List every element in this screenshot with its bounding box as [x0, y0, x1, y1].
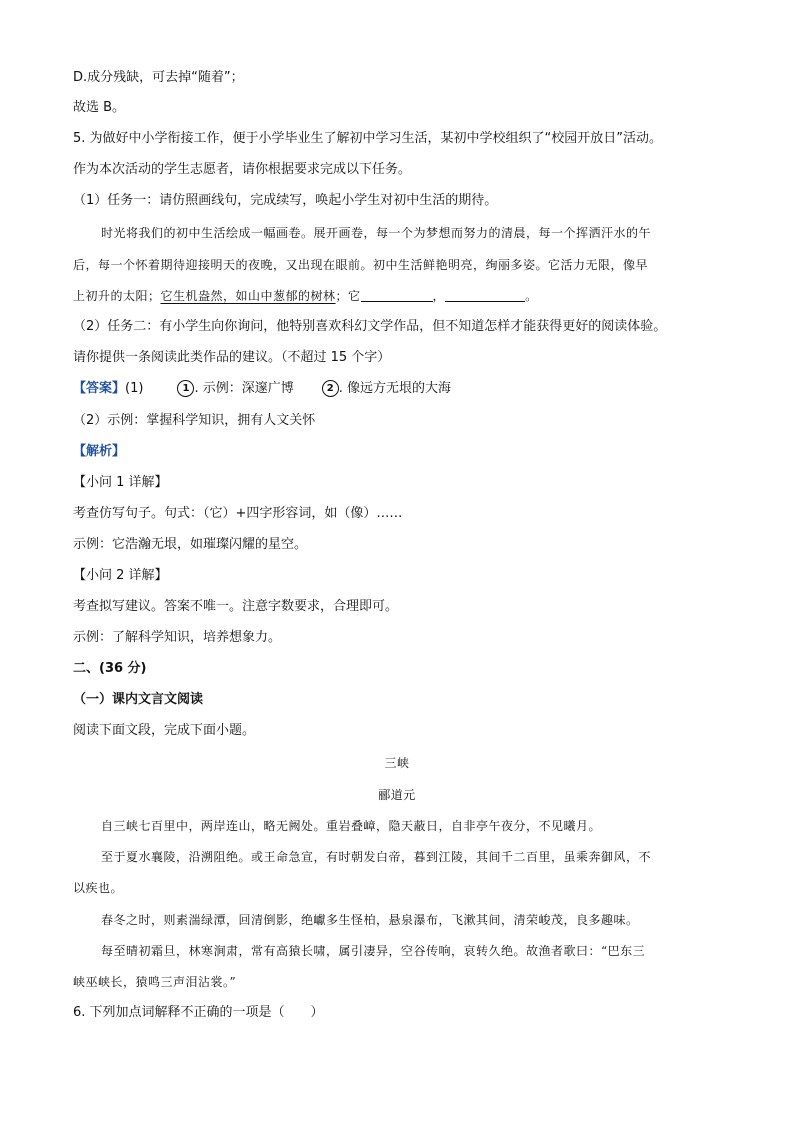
- question-6-stem: 6. 下列加点词解释不正确的一项是（ ）: [73, 1005, 324, 1020]
- reading-instruction: 阅读下面文段，完成下面小题。: [73, 723, 256, 738]
- sub-question-2-example: 示例：了解科学知识，培养想象力。: [73, 630, 282, 645]
- sub-question-2-heading: 【小问 2 详解】: [73, 568, 168, 583]
- passage-line-3: [73, 287, 538, 305]
- answer-part-1-marker: (1): [125, 381, 144, 396]
- classical-para-3: 春冬之时，则素湍绿潭，回清倒影，绝巘多生怪柏，悬泉瀑布，飞漱其间，清荣峻茂，良多趣味。: [101, 913, 639, 927]
- sub-question-1-analysis: 考查仿写句子。句式：（它）+四字形容词，如（像）……: [73, 506, 403, 521]
- answer-text-1: . 示例：深邃广博: [194, 381, 294, 396]
- section-2-subheading: （一）课内文言文阅读: [73, 692, 204, 707]
- classical-para-2: 至于夏水襄陵，沿溯阻绝。或王命急宣，有时朝发白帝，暮到江陵，其间千二百里，虽乘奔御风，不: [101, 850, 652, 864]
- classical-para-4-cont: 峡巫峡长，猿鸣三声泪沾裳。”: [73, 975, 237, 989]
- passage-line-2: 后，每一个怀着期待迎接明天的夜晚，又出现在眼前。初中生活鲜艳明亮，绚丽多姿。它活力无限，像早: [73, 258, 649, 272]
- answer-text-2: . 像远方无垠的大海: [338, 381, 451, 396]
- sub-question-1-heading: 【小问 1 详解】: [73, 475, 168, 490]
- sub-question-1-example: 示例：它浩瀚无垠，如璀璨闪耀的星空。: [73, 537, 308, 552]
- task-1-instruction: （1）任务一：请仿照画线句，完成续写，唤起小学生对初中生活的期待。: [73, 193, 498, 208]
- passage-author: 郦道元: [378, 788, 416, 802]
- underlined-sentence: 它生机盎然，如山中葱郁的树林: [160, 289, 336, 303]
- question-5-stem: 5. 为做好中小学衔接工作，便于小学毕业生了解初中学习生活，某初中学校组织了“校园开放日”活动。: [73, 131, 663, 146]
- circled-number-1: 1: [177, 380, 194, 397]
- option-d-line: D.成分残缺，可去掉“随着”；: [73, 70, 244, 85]
- passage-text: 上初升的太阳；: [73, 289, 161, 303]
- classical-para-2-cont: 以疾也。: [73, 881, 124, 895]
- fill-blank-1[interactable]: [361, 287, 433, 302]
- classical-para-4: 每至晴初霜旦，林寒涧肃，常有高猿长啸，属引凄异，空谷传响，哀转久绝。故渔者歌曰：“巴东三: [101, 944, 646, 958]
- section-2-heading: 二、(36 分): [73, 661, 147, 676]
- sub-question-2-analysis: 考查拟写建议。答案不唯一。注意字数要求，合理即可。: [73, 599, 399, 614]
- circled-number-2: 2: [322, 380, 339, 397]
- passage-line-1: 时光将我们的初中生活绘成一幅画卷。展开画卷，每一个为梦想而努力的清晨，每一个挥洒汗水的午: [101, 226, 652, 240]
- answer-choice-line: 故选 B。: [73, 100, 126, 115]
- passage-title: 三峡: [384, 756, 410, 770]
- passage-text: ，: [432, 289, 446, 303]
- classical-para-1: 自三峡七百里中，两岸连山，略无阙处。重岩叠嶂，隐天蔽日，自非亭午夜分，不见曦月。: [101, 819, 602, 833]
- question-5-stem-cont: 作为本次活动的学生志愿者，请你根据要求完成以下任务。: [73, 162, 412, 177]
- answer-line-2: （2）示例：掌握科学知识，拥有人文关怀: [73, 413, 316, 428]
- answer-label: 【答案】: [73, 381, 126, 396]
- task-2-instruction: （2）任务二：有小学生向你询问，他特别喜欢科幻文学作品，但不知道怎样才能获得更好的阅读体验。: [73, 319, 667, 334]
- passage-text: ；它: [335, 289, 361, 303]
- analysis-label: 【解析】: [73, 444, 126, 459]
- answer-line-1: [73, 380, 451, 398]
- passage-text: 。: [525, 289, 538, 303]
- fill-blank-2[interactable]: [445, 287, 525, 302]
- task-2-instruction-cont: 请你提供一条阅读此类作品的建议。（不超过 15 个字）: [73, 350, 391, 365]
